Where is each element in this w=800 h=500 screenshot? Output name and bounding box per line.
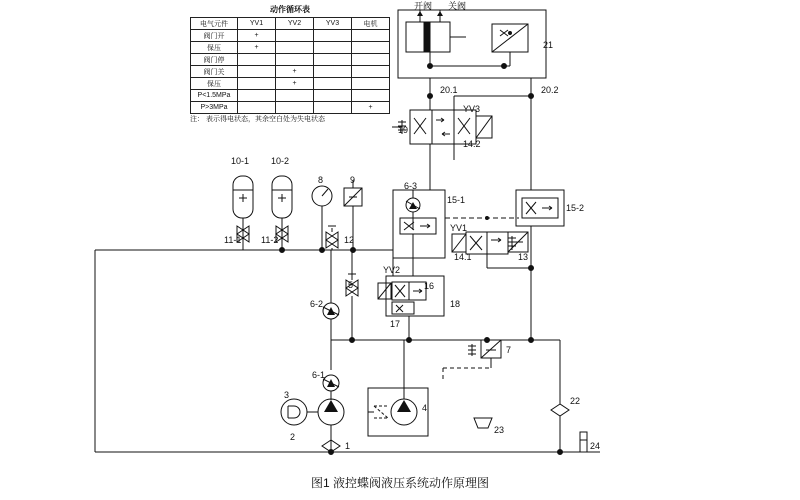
label-close-valve: 关阀 xyxy=(448,1,467,11)
row-cell xyxy=(352,30,390,42)
row-cell xyxy=(352,42,390,54)
callout-1: 1 xyxy=(345,441,351,451)
check-valve-6-2 xyxy=(323,303,339,319)
cycle-table-title: 动作循环表 xyxy=(270,5,310,14)
table-row xyxy=(191,66,390,78)
row-cell xyxy=(352,66,390,78)
callout-15-1: 15-1 xyxy=(447,195,466,205)
callout-6-3: 6-3 xyxy=(404,181,418,191)
valve-16 xyxy=(378,282,426,300)
callout-8: 8 xyxy=(318,175,324,185)
table-col-3: 电机 xyxy=(352,18,390,30)
row-cell xyxy=(276,30,314,42)
callout-13: 13 xyxy=(518,252,529,262)
table-row xyxy=(191,78,390,90)
row-cell xyxy=(352,78,390,90)
valve-15-1-spool xyxy=(400,218,436,234)
row-cell xyxy=(314,66,352,78)
callout-12: 12 xyxy=(344,235,355,245)
row-cell xyxy=(238,54,276,66)
callout-6-1: 6-1 xyxy=(312,370,326,380)
table-row xyxy=(191,90,390,102)
row-label: 阀门关 xyxy=(191,66,238,78)
callout-14-2: 14.2 xyxy=(463,139,481,149)
callout-yv1: YV1 xyxy=(450,223,468,233)
row-cell xyxy=(276,102,314,114)
pump-4 xyxy=(391,399,417,425)
row-cell xyxy=(238,90,276,102)
breather-23 xyxy=(474,418,492,428)
row-cell xyxy=(238,66,276,78)
valve-5 xyxy=(346,274,358,306)
row-cell xyxy=(314,30,352,42)
callout-17: 17 xyxy=(390,319,401,329)
callout-7: 7 xyxy=(506,345,512,355)
row-label: P>3MPa xyxy=(191,102,238,114)
level-gauge-24 xyxy=(580,432,587,452)
table-row xyxy=(191,102,390,114)
cycle-table xyxy=(190,4,390,124)
callout-yv3: YV3 xyxy=(463,104,481,114)
row-label: 保压 xyxy=(191,78,238,90)
row-cell: + xyxy=(276,66,314,78)
figure-caption: 图1 液控蝶阀液压系统动作原理图 xyxy=(310,476,489,490)
callout-10-2: 10-2 xyxy=(271,156,290,166)
row-cell: + xyxy=(352,102,390,114)
row-cell xyxy=(314,102,352,114)
table-row xyxy=(191,54,390,66)
cycle-table-grid xyxy=(190,17,390,114)
row-cell: + xyxy=(276,78,314,90)
callout-9: 9 xyxy=(350,175,356,185)
callout-20-1: 20.1 xyxy=(440,85,458,95)
row-cell: + xyxy=(238,30,276,42)
pump-2 xyxy=(318,399,344,425)
table-row xyxy=(191,30,390,42)
row-cell xyxy=(238,78,276,90)
callout-24: 24 xyxy=(590,441,601,451)
row-cell xyxy=(314,78,352,90)
callout-3: 3 xyxy=(284,390,290,400)
callout-22: 22 xyxy=(570,396,581,406)
valve-12 xyxy=(326,226,338,248)
check-valve-6-1 xyxy=(323,375,339,391)
callout-16: 16 xyxy=(424,281,435,291)
callout-20-2: 20.2 xyxy=(541,85,559,95)
row-label: P<1.5MPa xyxy=(191,90,238,102)
callout-6-2: 6-2 xyxy=(310,299,324,309)
callout-5: 5 xyxy=(348,280,354,290)
block-15-2 xyxy=(516,190,564,226)
corner-top-label: 电气元件 xyxy=(200,20,228,28)
row-cell xyxy=(276,42,314,54)
motor-3 xyxy=(281,399,318,425)
relief-valve-7 xyxy=(468,340,501,368)
row-cell xyxy=(314,90,352,102)
callout-4: 4 xyxy=(422,403,428,413)
row-cell xyxy=(276,90,314,102)
table-note: 注： 表示得电状态，其余空白处为失电状态 xyxy=(190,116,325,123)
table-corner-cell xyxy=(191,18,238,30)
table-header-row xyxy=(191,18,390,30)
row-cell xyxy=(314,42,352,54)
row-label: 阀门开 xyxy=(191,30,238,42)
table-col-0: YV1 xyxy=(238,18,276,30)
callout-10-1: 10-1 xyxy=(231,156,250,166)
callout-2: 2 xyxy=(290,432,296,442)
row-cell xyxy=(352,54,390,66)
table-col-2: YV3 xyxy=(314,18,352,30)
pressure-gauge-8 xyxy=(312,186,332,250)
row-cell xyxy=(314,54,352,66)
row-cell xyxy=(276,54,314,66)
row-label: 阀门停 xyxy=(191,54,238,66)
callout-14-1: 14.1 xyxy=(454,252,472,262)
row-label: 保压 xyxy=(191,42,238,54)
label-open-valve: 开阀 xyxy=(414,1,433,11)
callout-21: 21 xyxy=(543,40,554,50)
table-col-1: YV2 xyxy=(276,18,314,30)
callout-11-1: 11-1 xyxy=(224,235,242,245)
row-cell xyxy=(352,90,390,102)
callout-15-2: 15-2 xyxy=(566,203,585,213)
callout-11-2: 11-2 xyxy=(261,235,279,245)
callout-23: 23 xyxy=(494,425,505,435)
row-cell xyxy=(238,102,276,114)
check-valve-6-3 xyxy=(406,198,420,212)
callout-18: 18 xyxy=(450,299,461,309)
valve-14-1 xyxy=(452,232,516,254)
block-15-1 xyxy=(393,190,445,258)
valve-17 xyxy=(392,302,414,314)
table-row xyxy=(191,42,390,54)
callout-yv2: YV2 xyxy=(383,265,401,275)
callout-19: 19 xyxy=(398,125,409,135)
row-cell: + xyxy=(238,42,276,54)
filter-22 xyxy=(551,340,569,452)
